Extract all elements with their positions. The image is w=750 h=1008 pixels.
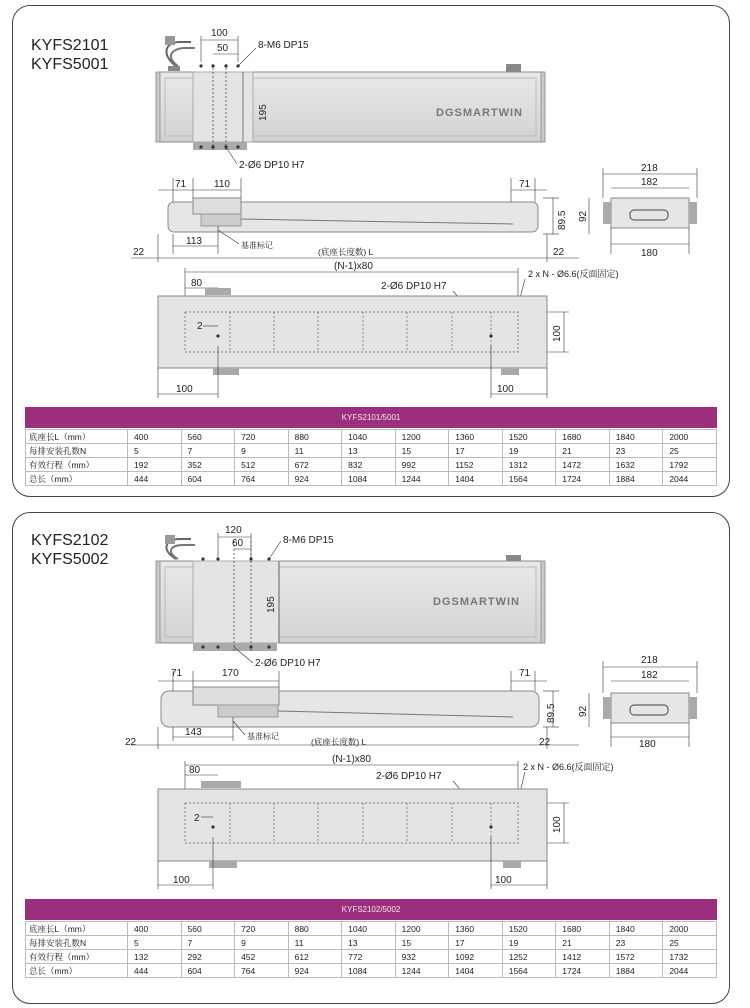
table-cell: 1840 <box>609 922 663 936</box>
end-height: 92 <box>578 705 589 717</box>
table-cell: 1680 <box>556 922 610 936</box>
table-row <box>26 472 717 486</box>
table-cell: 2000 <box>663 922 717 936</box>
table-cell: 1884 <box>609 964 663 978</box>
table-cell: 1040 <box>342 922 396 936</box>
table-cell: 25 <box>663 444 717 458</box>
brand-logo: DGSMARTWIN <box>433 596 520 608</box>
bottom-body <box>158 789 547 861</box>
table-cell: 880 <box>288 430 342 444</box>
table-row <box>26 444 717 458</box>
row-label: 底座长L（mm） <box>26 430 128 444</box>
table-cell: 352 <box>181 458 235 472</box>
motor-block <box>506 555 521 561</box>
table-row <box>26 936 717 950</box>
left-offset: 71 <box>175 179 187 190</box>
table-row <box>26 430 717 444</box>
end-view <box>578 655 697 750</box>
end-width-inner: 182 <box>641 670 658 681</box>
carriage-width: 170 <box>222 668 239 679</box>
table-row <box>26 458 717 472</box>
row-label: 有效行程（mm） <box>26 950 128 964</box>
table-cell: 1564 <box>502 964 556 978</box>
mount-holes-label: 8-M6 DP15 <box>258 40 309 51</box>
end-body <box>611 693 689 723</box>
end-bottom-width: 180 <box>639 739 656 750</box>
table-cell: 292 <box>181 950 235 964</box>
table-cell: 15 <box>395 936 449 950</box>
table-cell: 932 <box>395 950 449 964</box>
end-width-outer: 218 <box>641 163 658 174</box>
ref-label: 基准标记 <box>247 732 279 741</box>
table-cell: 1724 <box>556 472 610 486</box>
table-cell: 1312 <box>502 458 556 472</box>
table-cell: 924 <box>288 472 342 486</box>
table-cell: 13 <box>342 444 396 458</box>
row-label: 总长（mm） <box>26 472 128 486</box>
table-cell: 1732 <box>663 950 717 964</box>
end-body <box>611 198 689 228</box>
through-holes-label: 2 x N - Ø6.6(反面固定) <box>528 269 619 279</box>
model-name: KYFS2102 <box>31 532 109 549</box>
table-cell: 992 <box>395 458 449 472</box>
bottom-width: 100 <box>552 816 563 833</box>
table-cell: 612 <box>288 950 342 964</box>
end-right: 22 <box>539 737 551 748</box>
table-banner: KYFS2101/5001 <box>25 407 717 428</box>
table-cell: 1792 <box>663 458 717 472</box>
table-cell: 11 <box>288 444 342 458</box>
table-cell: 23 <box>609 936 663 950</box>
carriage-top <box>193 72 253 142</box>
table-cell: 1404 <box>449 472 503 486</box>
table-cell: 1200 <box>395 922 449 936</box>
right-offset: 71 <box>519 179 531 190</box>
table-cell: 400 <box>128 430 182 444</box>
table-cell: 1572 <box>609 950 663 964</box>
spec-table-body <box>26 922 717 978</box>
technical-drawing <box>13 6 729 406</box>
ref-distance: 113 <box>186 236 202 247</box>
table-cell: 1884 <box>609 472 663 486</box>
end-width-inner: 182 <box>641 177 658 188</box>
right-end: 100 <box>495 875 512 886</box>
table-cell: 9 <box>235 444 289 458</box>
table-cell: 1520 <box>502 430 556 444</box>
table-cell: 400 <box>128 922 182 936</box>
table-cell: 25 <box>663 936 717 950</box>
pitch-label: (N-1)x80 <box>334 261 373 272</box>
model-name: KYFS5001 <box>31 56 109 73</box>
table-cell: 1244 <box>395 964 449 978</box>
table-cell: 672 <box>288 458 342 472</box>
bottom-width: 100 <box>552 325 563 342</box>
table-cell: 604 <box>181 472 235 486</box>
small-gap: 2 <box>197 321 203 332</box>
table-cell: 772 <box>342 950 396 964</box>
table-cell: 720 <box>235 430 289 444</box>
end-right: 22 <box>553 247 565 258</box>
base-length-label: (底座长度数) L <box>311 737 367 747</box>
table-cell: 2044 <box>663 472 717 486</box>
height-label: 195 <box>266 596 277 613</box>
row-label: 每排安装孔数N <box>26 936 128 950</box>
table-cell: 1404 <box>449 964 503 978</box>
row-label: 每排安装孔数N <box>26 444 128 458</box>
cable-connector <box>165 535 175 544</box>
spec-table <box>25 429 717 486</box>
bottom-body <box>158 296 547 368</box>
dim-outer: 120 <box>225 525 242 536</box>
cable <box>166 42 191 66</box>
table-cell: 9 <box>235 936 289 950</box>
table-cell: 17 <box>449 936 503 950</box>
table-cell: 1200 <box>395 430 449 444</box>
table-cell: 192 <box>128 458 182 472</box>
right-offset: 71 <box>519 668 531 679</box>
table-cell: 764 <box>235 472 289 486</box>
base-length-label: (底座长度数) L <box>318 247 374 257</box>
table-cell: 5 <box>128 936 182 950</box>
table-cell: 1092 <box>449 950 503 964</box>
bottom-pin-holes: 2-Ø6 DP10 H7 <box>381 281 447 292</box>
spec-table <box>25 921 717 978</box>
mount-holes-label: 8-M6 DP15 <box>283 535 334 546</box>
table-cell: 452 <box>235 950 289 964</box>
first-offset: 80 <box>189 765 201 776</box>
dim-inner: 50 <box>217 43 229 54</box>
table-cell: 2000 <box>663 430 717 444</box>
table-cell: 924 <box>288 964 342 978</box>
table-cell: 1360 <box>449 922 503 936</box>
table-cell: 1840 <box>609 430 663 444</box>
technical-drawing <box>13 513 729 913</box>
table-cell: 5 <box>128 444 182 458</box>
table-cell: 512 <box>235 458 289 472</box>
end-view <box>578 163 697 259</box>
left-end: 100 <box>173 875 190 886</box>
table-cell: 1040 <box>342 430 396 444</box>
table-cell: 1360 <box>449 430 503 444</box>
carriage-width: 110 <box>214 179 230 190</box>
side-view <box>125 668 579 749</box>
first-offset: 80 <box>191 278 203 289</box>
table-cell: 1472 <box>556 458 610 472</box>
end-bottom-width: 180 <box>641 248 658 259</box>
table-cell: 7 <box>181 444 235 458</box>
cable-connector <box>165 36 175 45</box>
table-cell: 1520 <box>502 922 556 936</box>
table-cell: 1564 <box>502 472 556 486</box>
side-height: 89.5 <box>557 210 568 230</box>
dim-inner: 60 <box>232 538 244 549</box>
table-cell: 11 <box>288 936 342 950</box>
table-cell: 1084 <box>342 964 396 978</box>
table-banner: KYFS2102/5002 <box>25 899 717 920</box>
table-cell: 444 <box>128 964 182 978</box>
table-cell: 1724 <box>556 964 610 978</box>
table-cell: 21 <box>556 936 610 950</box>
model-name: KYFS2101 <box>31 37 109 54</box>
pitch-label: (N-1)x80 <box>332 754 371 765</box>
top-view <box>156 28 545 171</box>
height-label: 195 <box>258 104 269 121</box>
bottom-pin-holes: 2-Ø6 DP10 H7 <box>376 771 442 782</box>
left-end: 100 <box>176 384 193 395</box>
table-cell: 444 <box>128 472 182 486</box>
table-cell: 17 <box>449 444 503 458</box>
table-cell: 132 <box>128 950 182 964</box>
left-offset: 71 <box>171 668 183 679</box>
ref-label: 基准标记 <box>241 241 273 250</box>
table-cell: 720 <box>235 922 289 936</box>
table-cell: 13 <box>342 936 396 950</box>
table-cell: 15 <box>395 444 449 458</box>
end-height: 92 <box>578 210 589 222</box>
row-label: 总长（mm） <box>26 964 128 978</box>
motor-block <box>506 64 521 72</box>
spec-panel-kyfs2102 <box>12 512 730 1004</box>
end-left: 22 <box>133 247 145 258</box>
brand-logo: DGSMARTWIN <box>436 107 523 119</box>
table-cell: 21 <box>556 444 610 458</box>
table-row <box>26 950 717 964</box>
row-label: 有效行程（mm） <box>26 458 128 472</box>
table-cell: 7 <box>181 936 235 950</box>
spec-panel-kyfs2101 <box>12 5 730 497</box>
pin-holes-label: 2-Ø6 DP10 H7 <box>255 658 321 669</box>
ref-distance: 143 <box>185 727 202 738</box>
top-view <box>156 525 545 669</box>
dim-outer: 100 <box>211 28 228 39</box>
table-cell: 604 <box>181 964 235 978</box>
table-cell: 1244 <box>395 472 449 486</box>
table-cell: 1412 <box>556 950 610 964</box>
pin-holes-label: 2-Ø6 DP10 H7 <box>239 160 305 171</box>
row-label: 底座长L（mm） <box>26 922 128 936</box>
table-cell: 1152 <box>449 458 503 472</box>
table-cell: 19 <box>502 936 556 950</box>
table-cell: 832 <box>342 458 396 472</box>
right-end: 100 <box>497 384 514 395</box>
table-cell: 23 <box>609 444 663 458</box>
table-cell: 1252 <box>502 950 556 964</box>
table-cell: 560 <box>181 430 235 444</box>
through-holes-label: 2 x N - Ø6.6(反面固定) <box>523 762 614 772</box>
model-name: KYFS5002 <box>31 551 109 568</box>
table-cell: 560 <box>181 922 235 936</box>
table-cell: 880 <box>288 922 342 936</box>
side-view <box>131 178 579 262</box>
table-row <box>26 922 717 936</box>
small-gap: 2 <box>194 813 200 824</box>
table-cell: 1680 <box>556 430 610 444</box>
bottom-view <box>158 754 614 889</box>
table-cell: 764 <box>235 964 289 978</box>
table-cell: 2044 <box>663 964 717 978</box>
end-width-outer: 218 <box>641 655 658 666</box>
side-height: 89.5 <box>546 703 557 723</box>
table-cell: 1632 <box>609 458 663 472</box>
table-row <box>26 964 717 978</box>
spec-table-body <box>26 430 717 486</box>
table-cell: 1084 <box>342 472 396 486</box>
end-left: 22 <box>125 737 137 748</box>
table-cell: 19 <box>502 444 556 458</box>
bottom-view <box>158 261 619 398</box>
